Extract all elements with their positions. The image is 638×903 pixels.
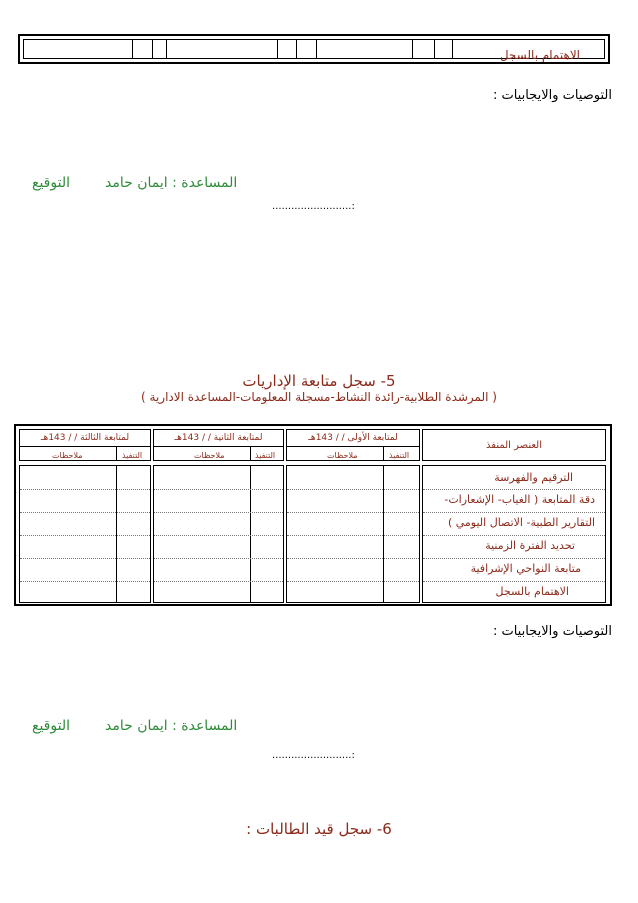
element-header (422, 429, 606, 461)
element-row-3: التقارير الطبية- الاتصال اليومي ) (447, 516, 595, 529)
table-column-divider (296, 40, 297, 58)
element-row-5: متابعة النواحي الإشرافية (470, 562, 581, 575)
followup-2-body (153, 465, 284, 603)
table-column-divider (434, 40, 435, 58)
table-column-divider (452, 40, 453, 58)
assistant-name-2: المساعدة : ايمان حامد (105, 718, 238, 734)
table-column-divider (316, 40, 317, 58)
element-header-label: العنصر المنفذ (486, 440, 542, 451)
table-column-divider (412, 40, 413, 58)
table-row-label: الاهتمام بالسجل (499, 48, 580, 62)
element-row-2: دقة المتابعة ( الغياب- الإشعارات- (444, 493, 595, 506)
element-row-4: تحديد الفترة الزمنية (485, 539, 575, 552)
followup-2-title: لمتابعة الثانية / / 143هـ (174, 433, 263, 443)
signature-label: التوقيع (32, 175, 70, 191)
followup-1-notes-label: ملاحظات (327, 451, 358, 460)
previous-table-inner (23, 39, 605, 62)
followup-2-notes-label: ملاحظات (194, 451, 225, 460)
element-row-1: الترقيم والفهرسة (494, 471, 573, 484)
signature-field: .........................: (272, 201, 355, 212)
section-6-title: 6- سجل قيد الطالبات : (246, 820, 392, 838)
table-column-divider (166, 40, 167, 58)
recommendations-title-2: التوصيات والايجابيات : (492, 624, 612, 639)
recommendations-title: التوصيات والايجابيات : (492, 88, 612, 103)
signature-field-2: .........................: (272, 750, 355, 761)
signature-label-2: التوقيع (32, 718, 70, 734)
followup-1-body (286, 465, 420, 603)
elements-body (422, 465, 606, 603)
followup-2-header (153, 429, 284, 461)
administrative-followup-table (14, 424, 612, 606)
section-5-subtitle: ( المرشدة الطلابية-رائدة النشاط-مسجلة المعلومات-المساعدة الادارية ) (141, 390, 497, 404)
followup-3-exec-label: التنفيذ (122, 451, 143, 460)
previous-table-fragment (18, 34, 610, 64)
followup-3-title: لمتابعة الثالثة / / 143هـ (40, 433, 130, 443)
followup-1-header (286, 429, 420, 461)
assistant-name: المساعدة : ايمان حامد (105, 175, 238, 191)
section-5-title: 5- سجل متابعة الإداريات (242, 372, 396, 390)
followup-3-body (19, 465, 151, 603)
followup-1-exec-label: التنفيذ (389, 451, 410, 460)
table-column-divider (152, 40, 153, 58)
element-row-6: الاهتمام بالسجل (495, 585, 569, 598)
table-column-divider (277, 40, 278, 58)
followup-1-title: لمتابعة الأولى / / 143هـ (308, 433, 398, 443)
table-column-divider (132, 40, 133, 58)
followup-3-notes-label: ملاحظات (52, 451, 83, 460)
followup-2-exec-label: التنفيذ (255, 451, 276, 460)
followup-3-header (19, 429, 151, 461)
